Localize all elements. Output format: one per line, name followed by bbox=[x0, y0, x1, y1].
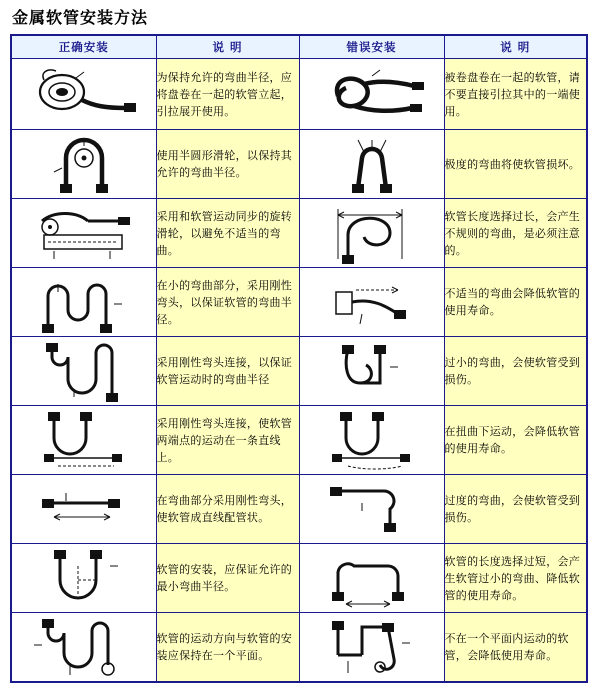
note-text: 软管长度选择过长，会产生不规则的弯曲，是必须注意的。 bbox=[444, 199, 587, 268]
note-text: 在弯曲部分采用刚性弯头，使软管成直线配管状。 bbox=[156, 475, 299, 544]
table-row bbox=[11, 406, 587, 475]
header-wrong-install: 错误安装 bbox=[299, 35, 444, 59]
note-text: 采用刚性弯头连接，使软管两端点的运动在一条直线上。 bbox=[156, 406, 299, 475]
note-text: 使用半圆形滑轮，以保持其允许的弯曲半径。 bbox=[156, 130, 299, 199]
figure-coiled-hose-correct bbox=[11, 59, 156, 130]
figure-out-of-plane-motion-wrong bbox=[299, 613, 444, 683]
note-text: 过小的弯曲，会使软管受到损伤。 bbox=[444, 337, 587, 406]
figure-semicircular-sheave-correct bbox=[11, 130, 156, 199]
table-row bbox=[11, 337, 587, 406]
figure-too-small-bend-wrong bbox=[299, 337, 444, 406]
figure-excessive-bend-wrong bbox=[299, 475, 444, 544]
table-row bbox=[11, 268, 587, 337]
note-text: 在小的弯曲部分，采用刚性弯头，以保证软管的弯曲半径。 bbox=[156, 268, 299, 337]
header-correct-note: 说 明 bbox=[156, 35, 299, 59]
note-text: 被卷盘卷在一起的软管，请不要直接引拉其中的一端使用。 bbox=[444, 59, 587, 130]
note-text: 在扭曲下运动，会降低软管的使用寿命。 bbox=[444, 406, 587, 475]
figure-min-bend-radius-correct bbox=[11, 544, 156, 613]
table-row bbox=[11, 130, 587, 199]
table-row bbox=[11, 613, 587, 683]
figure-straight-pipe-at-bend-correct bbox=[11, 475, 156, 544]
figure-too-long-hose-wrong bbox=[299, 199, 444, 268]
note-text: 过度的弯曲，会使软管受到损伤。 bbox=[444, 475, 587, 544]
note-text: 极度的弯曲将使软管损坏。 bbox=[444, 130, 587, 199]
note-text: 不在一个平面内运动的软管，会降低使用寿命。 bbox=[444, 613, 587, 683]
figure-rotating-sheave-correct bbox=[11, 199, 156, 268]
note-text: 软管的安装，应保证允许的最小弯曲半径。 bbox=[156, 544, 299, 613]
table-row bbox=[11, 59, 587, 130]
note-text: 软管的长度选择过短，会产生软管过小的弯曲、降低软管的使用寿命。 bbox=[444, 544, 587, 613]
figure-straight-line-motion-correct bbox=[11, 406, 156, 475]
note-text: 为保持允许的弯曲半径，应将盘卷在一起的软管立起，引拉展开使用。 bbox=[156, 59, 299, 130]
figure-rigid-bend-small-radius-correct bbox=[11, 268, 156, 337]
figure-rigid-elbow-connection-correct bbox=[11, 337, 156, 406]
table-row bbox=[11, 199, 587, 268]
table-row bbox=[11, 544, 587, 613]
figure-improper-bend-wrong bbox=[299, 268, 444, 337]
note-text: 采用刚性弯头连接，以保证软管运动时的弯曲半径 bbox=[156, 337, 299, 406]
note-text: 软管的运动方向与软管的安装应保持在一个平面。 bbox=[156, 613, 299, 683]
figure-twisting-motion-wrong bbox=[299, 406, 444, 475]
figure-same-plane-motion-correct bbox=[11, 613, 156, 683]
header-correct-install: 正确安装 bbox=[11, 35, 156, 59]
table-row bbox=[11, 475, 587, 544]
figure-coiled-hose-wrong bbox=[299, 59, 444, 130]
header-wrong-note: 说 明 bbox=[444, 35, 587, 59]
table-header-row bbox=[11, 35, 587, 59]
note-text: 采用和软管运动同步的旋转滑轮，以避免不适当的弯曲。 bbox=[156, 199, 299, 268]
figure-too-long-small-bend-wrong bbox=[299, 544, 444, 613]
page-title: 金属软管安装方法 bbox=[12, 8, 149, 27]
figure-sharp-bend-wrong bbox=[299, 130, 444, 199]
note-text: 不适当的弯曲会降低软管的使用寿命。 bbox=[444, 268, 587, 337]
installation-methods-table bbox=[10, 34, 588, 683]
